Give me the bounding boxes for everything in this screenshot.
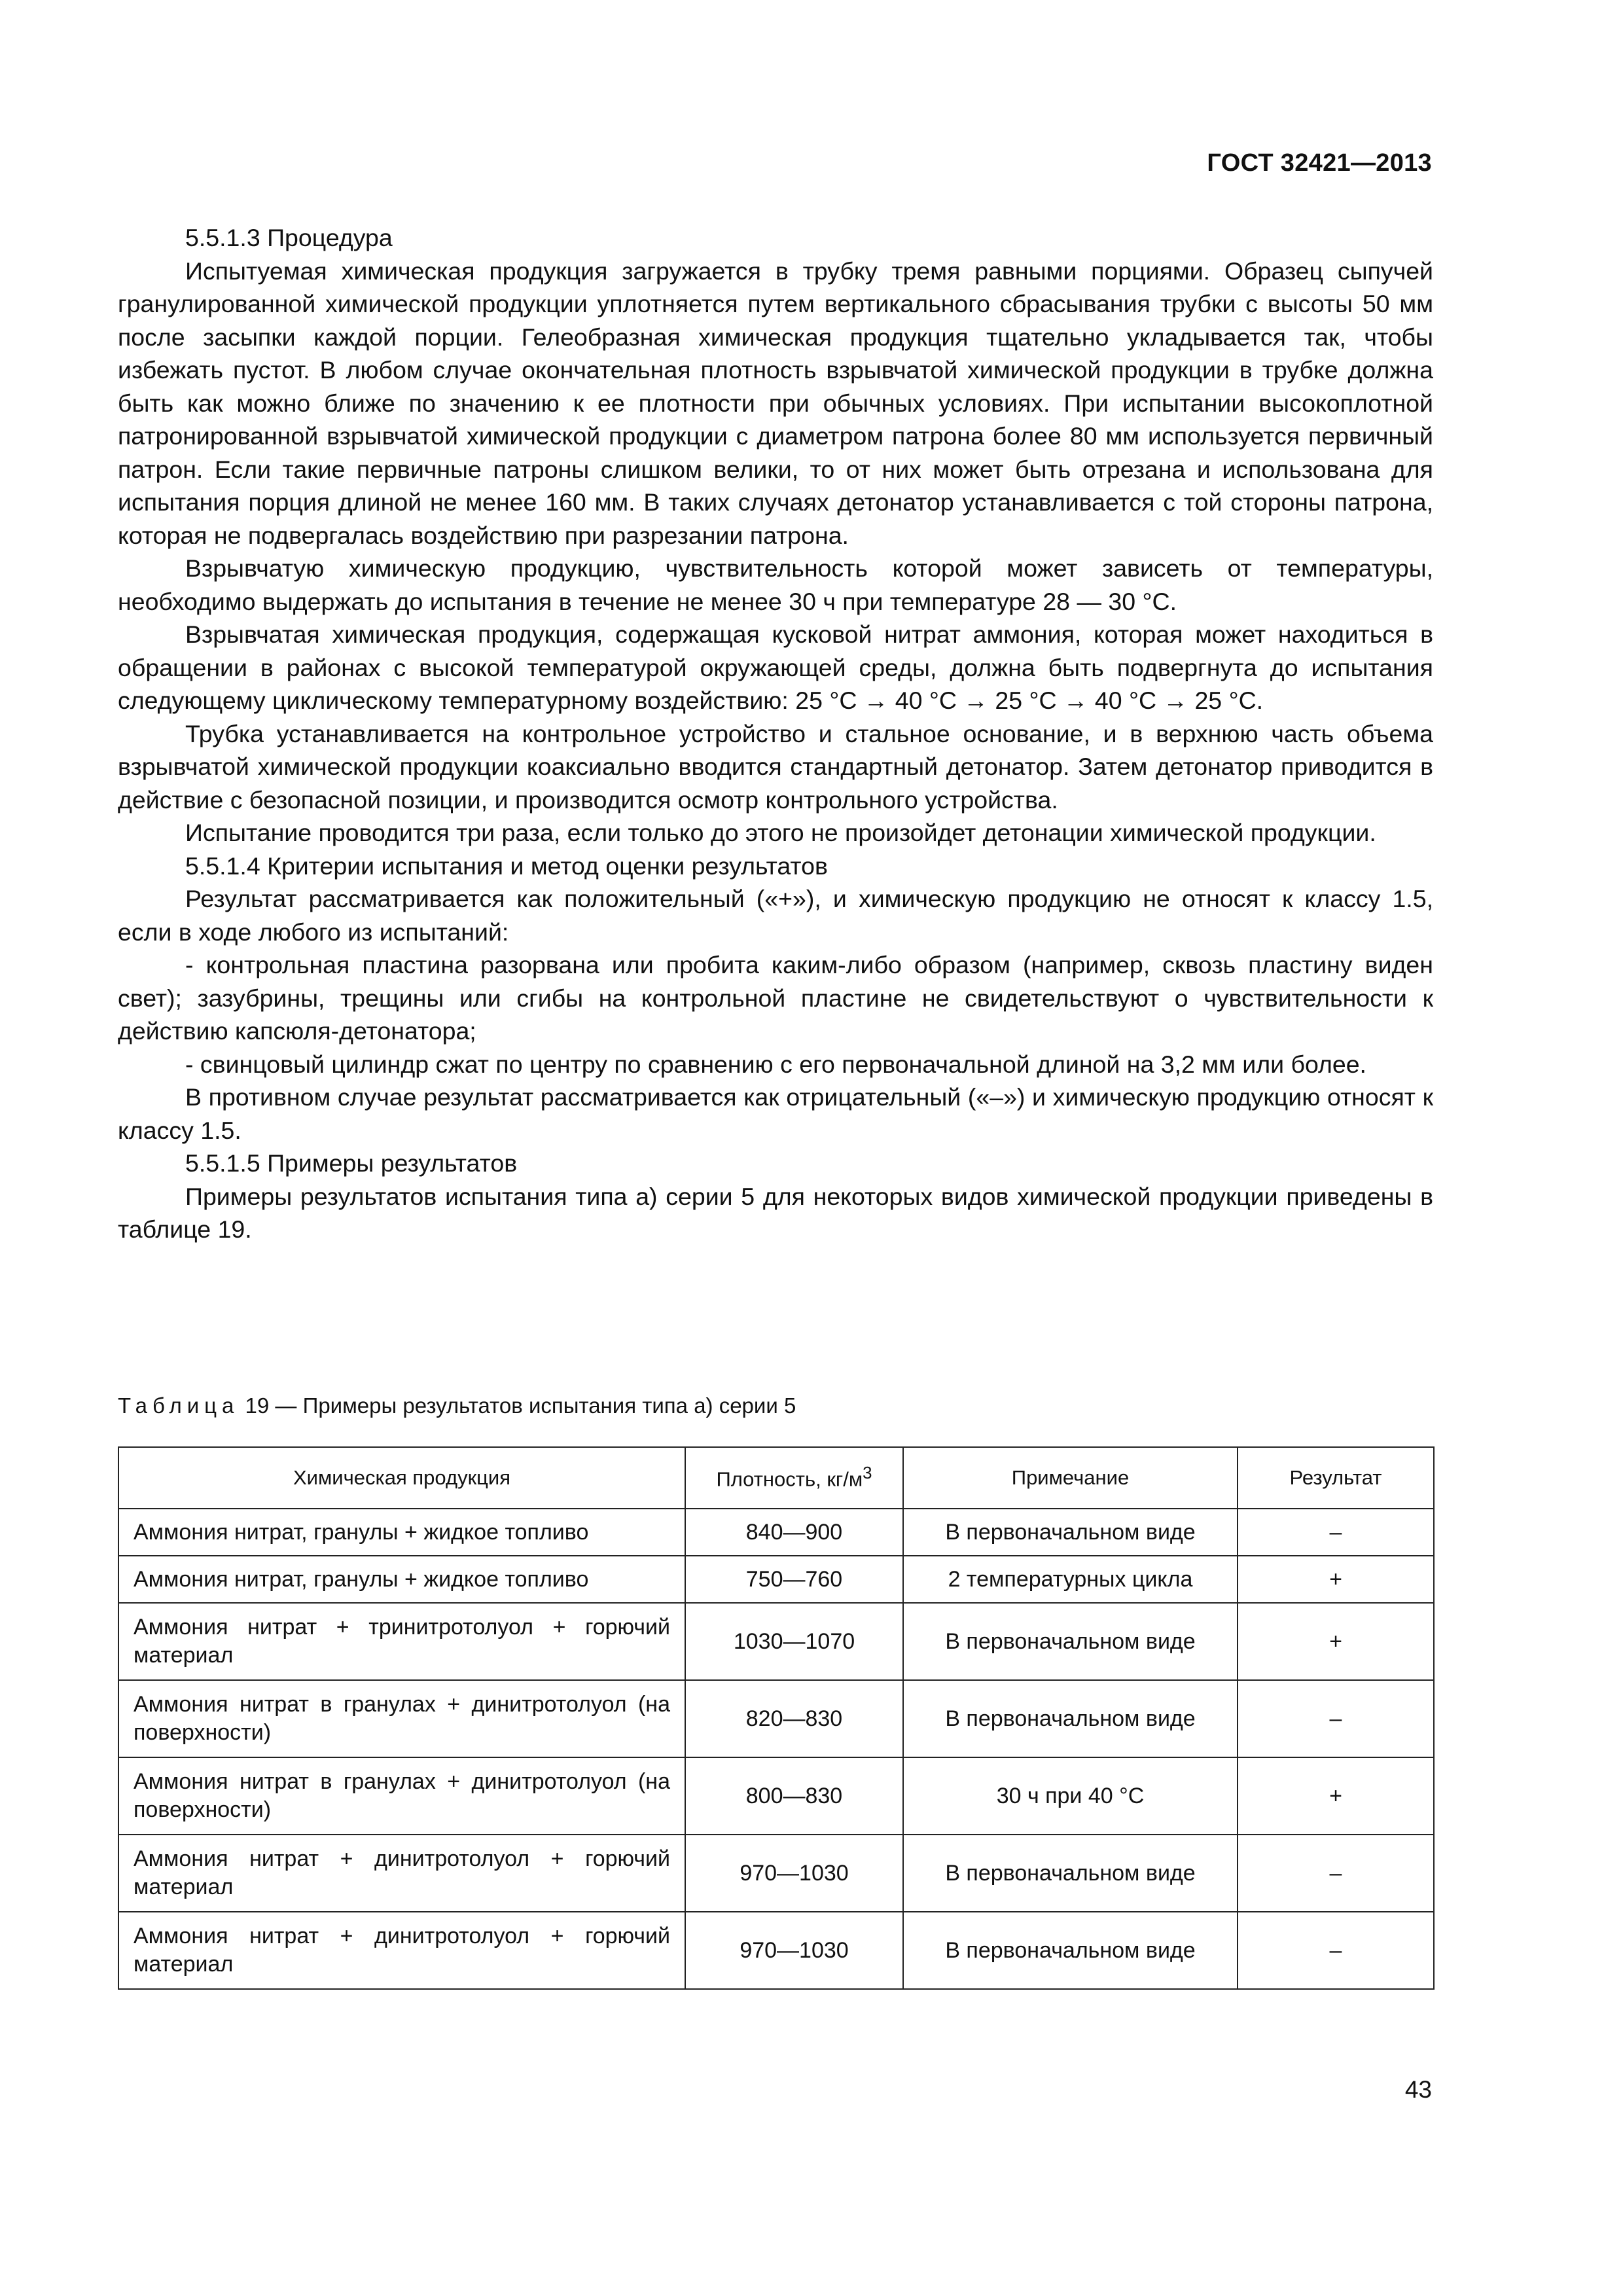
paragraph: Испытание проводится три раза, если только до этого не произойдет детонации химической продукции. (185, 819, 1376, 846)
cell-result: – (1238, 1912, 1434, 1989)
cell-product: Аммония нитрат + тринитротолуол + горючий материал (118, 1603, 685, 1680)
table-row (118, 1680, 1434, 1757)
table-row (118, 1556, 1434, 1603)
cell-product: Аммония нитрат, гранулы + жидкое топливо (118, 1509, 685, 1556)
cell-result: – (1238, 1835, 1434, 1912)
list-item: - свинцовый цилиндр сжат по центру по сравнению с его первоначальной длиной на 3,2 мм или более. (185, 1050, 1366, 1078)
table-caption-text: 19 — Примеры результатов испытания типа а) серии 5 (239, 1393, 796, 1418)
table-caption (118, 1391, 796, 1420)
paragraph: Примеры результатов испытания типа а) серии 5 для некоторых видов химической продукции приведены в таблице 19. (118, 1182, 1433, 1243)
cell-product: Аммония нитрат в гранулах + динитротолуол (на поверхности) (118, 1680, 685, 1757)
document-code: ГОСТ 32421—2013 (1207, 149, 1432, 177)
table-caption-label: Таблица (118, 1393, 240, 1418)
cell-result: – (1238, 1509, 1434, 1556)
header-density-label: Плотность, кг/м (716, 1467, 863, 1491)
table-row (118, 1835, 1434, 1912)
cell-note: В первоначальном виде (903, 1680, 1238, 1757)
body-text (118, 221, 1433, 1246)
table-row (118, 1509, 1434, 1556)
paragraph: Испытуемая химическая продукция загружается в трубку тремя равными порциями. Образец сыпучей гранулированной химической продукции уплотняется путем вертикального сбрасывания трубки с высоты 50 мм после засыпки каждой порции. Гелеобразная химическая продукция тщательно укладывается так, чтобы избежать пустот. В любом случае окончательная плотность взрывчатой химической продукции в трубке должна быть как можно ближе по значению к ее плотности при обычных условиях. При испытании высокоплотной патронированной взрывчатой химической продукции с диаметром патрона более 80 мм используется первичный патрон. Если такие первичные патроны слишком велики, то от них может быть отрезана и использована для испытания порция длиной не менее 160 мм. В таких случаях детонатор устанавливается с той стороны патрона, которая не подвергалась воздействию при разрезании патрона. (118, 257, 1433, 549)
cell-density: 800—830 (685, 1757, 903, 1835)
cell-note: В первоначальном виде (903, 1912, 1238, 1989)
cell-note: В первоначальном виде (903, 1835, 1238, 1912)
table-header-row (118, 1447, 1434, 1509)
cell-density: 970—1030 (685, 1912, 903, 1989)
header-density-unit-exponent: 3 (863, 1464, 872, 1483)
cell-note: В первоначальном виде (903, 1603, 1238, 1680)
list-item: - контрольная пластина разорвана или пробита каким-либо образом (например, сквозь пластину виден свет); зазубрины, трещины или сгибы на контрольной пластине не свидетельствуют о чувствительности к действию капсюля-детонатора; (118, 951, 1433, 1045)
section-heading-procedure: 5.5.1.3 Процедура (185, 224, 393, 251)
cell-density: 970—1030 (685, 1835, 903, 1912)
paragraph: Взрывчатая химическая продукция, содержащая кусковой нитрат аммония, которая может находиться в обращении в районах с высокой температурой окружающей среды, должна быть подвергнута до испытания следующему циклическому температурному воздействию: 25 °С → 40 °С → 25 °С → 40 °С → 25 °С. (118, 620, 1433, 714)
cell-product: Аммония нитрат в гранулах + динитротолуол (на поверхности) (118, 1757, 685, 1835)
table-row (118, 1757, 1434, 1835)
cell-density: 1030—1070 (685, 1603, 903, 1680)
header-note: Примечание (903, 1447, 1238, 1509)
cell-result: – (1238, 1680, 1434, 1757)
cell-product: Аммония нитрат + динитротолуол + горючий материал (118, 1912, 685, 1989)
table-row (118, 1912, 1434, 1989)
cell-density: 820—830 (685, 1680, 903, 1757)
cell-product: Аммония нитрат + динитротолуол + горючий материал (118, 1835, 685, 1912)
paragraph: Взрывчатую химическую продукцию, чувствительность которой может зависеть от температуры, необходимо выдержать до испытания в течение не менее 30 ч при температуре 28 — 30 °С. (118, 554, 1433, 615)
header-result: Результат (1238, 1447, 1434, 1509)
paragraph: В противном случае результат рассматривается как отрицательный («–») и химическую продукцию относят к классу 1.5. (118, 1083, 1433, 1144)
results-table (118, 1446, 1435, 1990)
cell-density: 750—760 (685, 1556, 903, 1603)
cell-result: + (1238, 1757, 1434, 1835)
header-density (685, 1447, 903, 1509)
cell-note: 2 температурных цикла (903, 1556, 1238, 1603)
section-heading-criteria: 5.5.1.4 Критерии испытания и метод оценки результатов (185, 852, 828, 880)
paragraph: Результат рассматривается как положительный («+»), и химическую продукцию не относят к классу 1.5, если в ходе любого из испытаний: (118, 885, 1433, 946)
page-number: 43 (1404, 2076, 1432, 2103)
section-heading-examples: 5.5.1.5 Примеры результатов (185, 1149, 518, 1177)
cell-result: + (1238, 1603, 1434, 1680)
cell-result: + (1238, 1556, 1434, 1603)
cell-note: 30 ч при 40 °С (903, 1757, 1238, 1835)
header-product: Химическая продукция (118, 1447, 685, 1509)
cell-product: Аммония нитрат, гранулы + жидкое топливо (118, 1556, 685, 1603)
cell-density: 840—900 (685, 1509, 903, 1556)
paragraph: Трубка устанавливается на контрольное устройство и стальное основание, и в верхнюю часть объема взрывчатой химической продукции коаксиально вводится стандартный детонатор. Затем детонатор приводится в действие с безопасной позиции, и производится осмотр контрольного устройства. (118, 719, 1433, 814)
cell-note: В первоначальном виде (903, 1509, 1238, 1556)
table-row (118, 1603, 1434, 1680)
